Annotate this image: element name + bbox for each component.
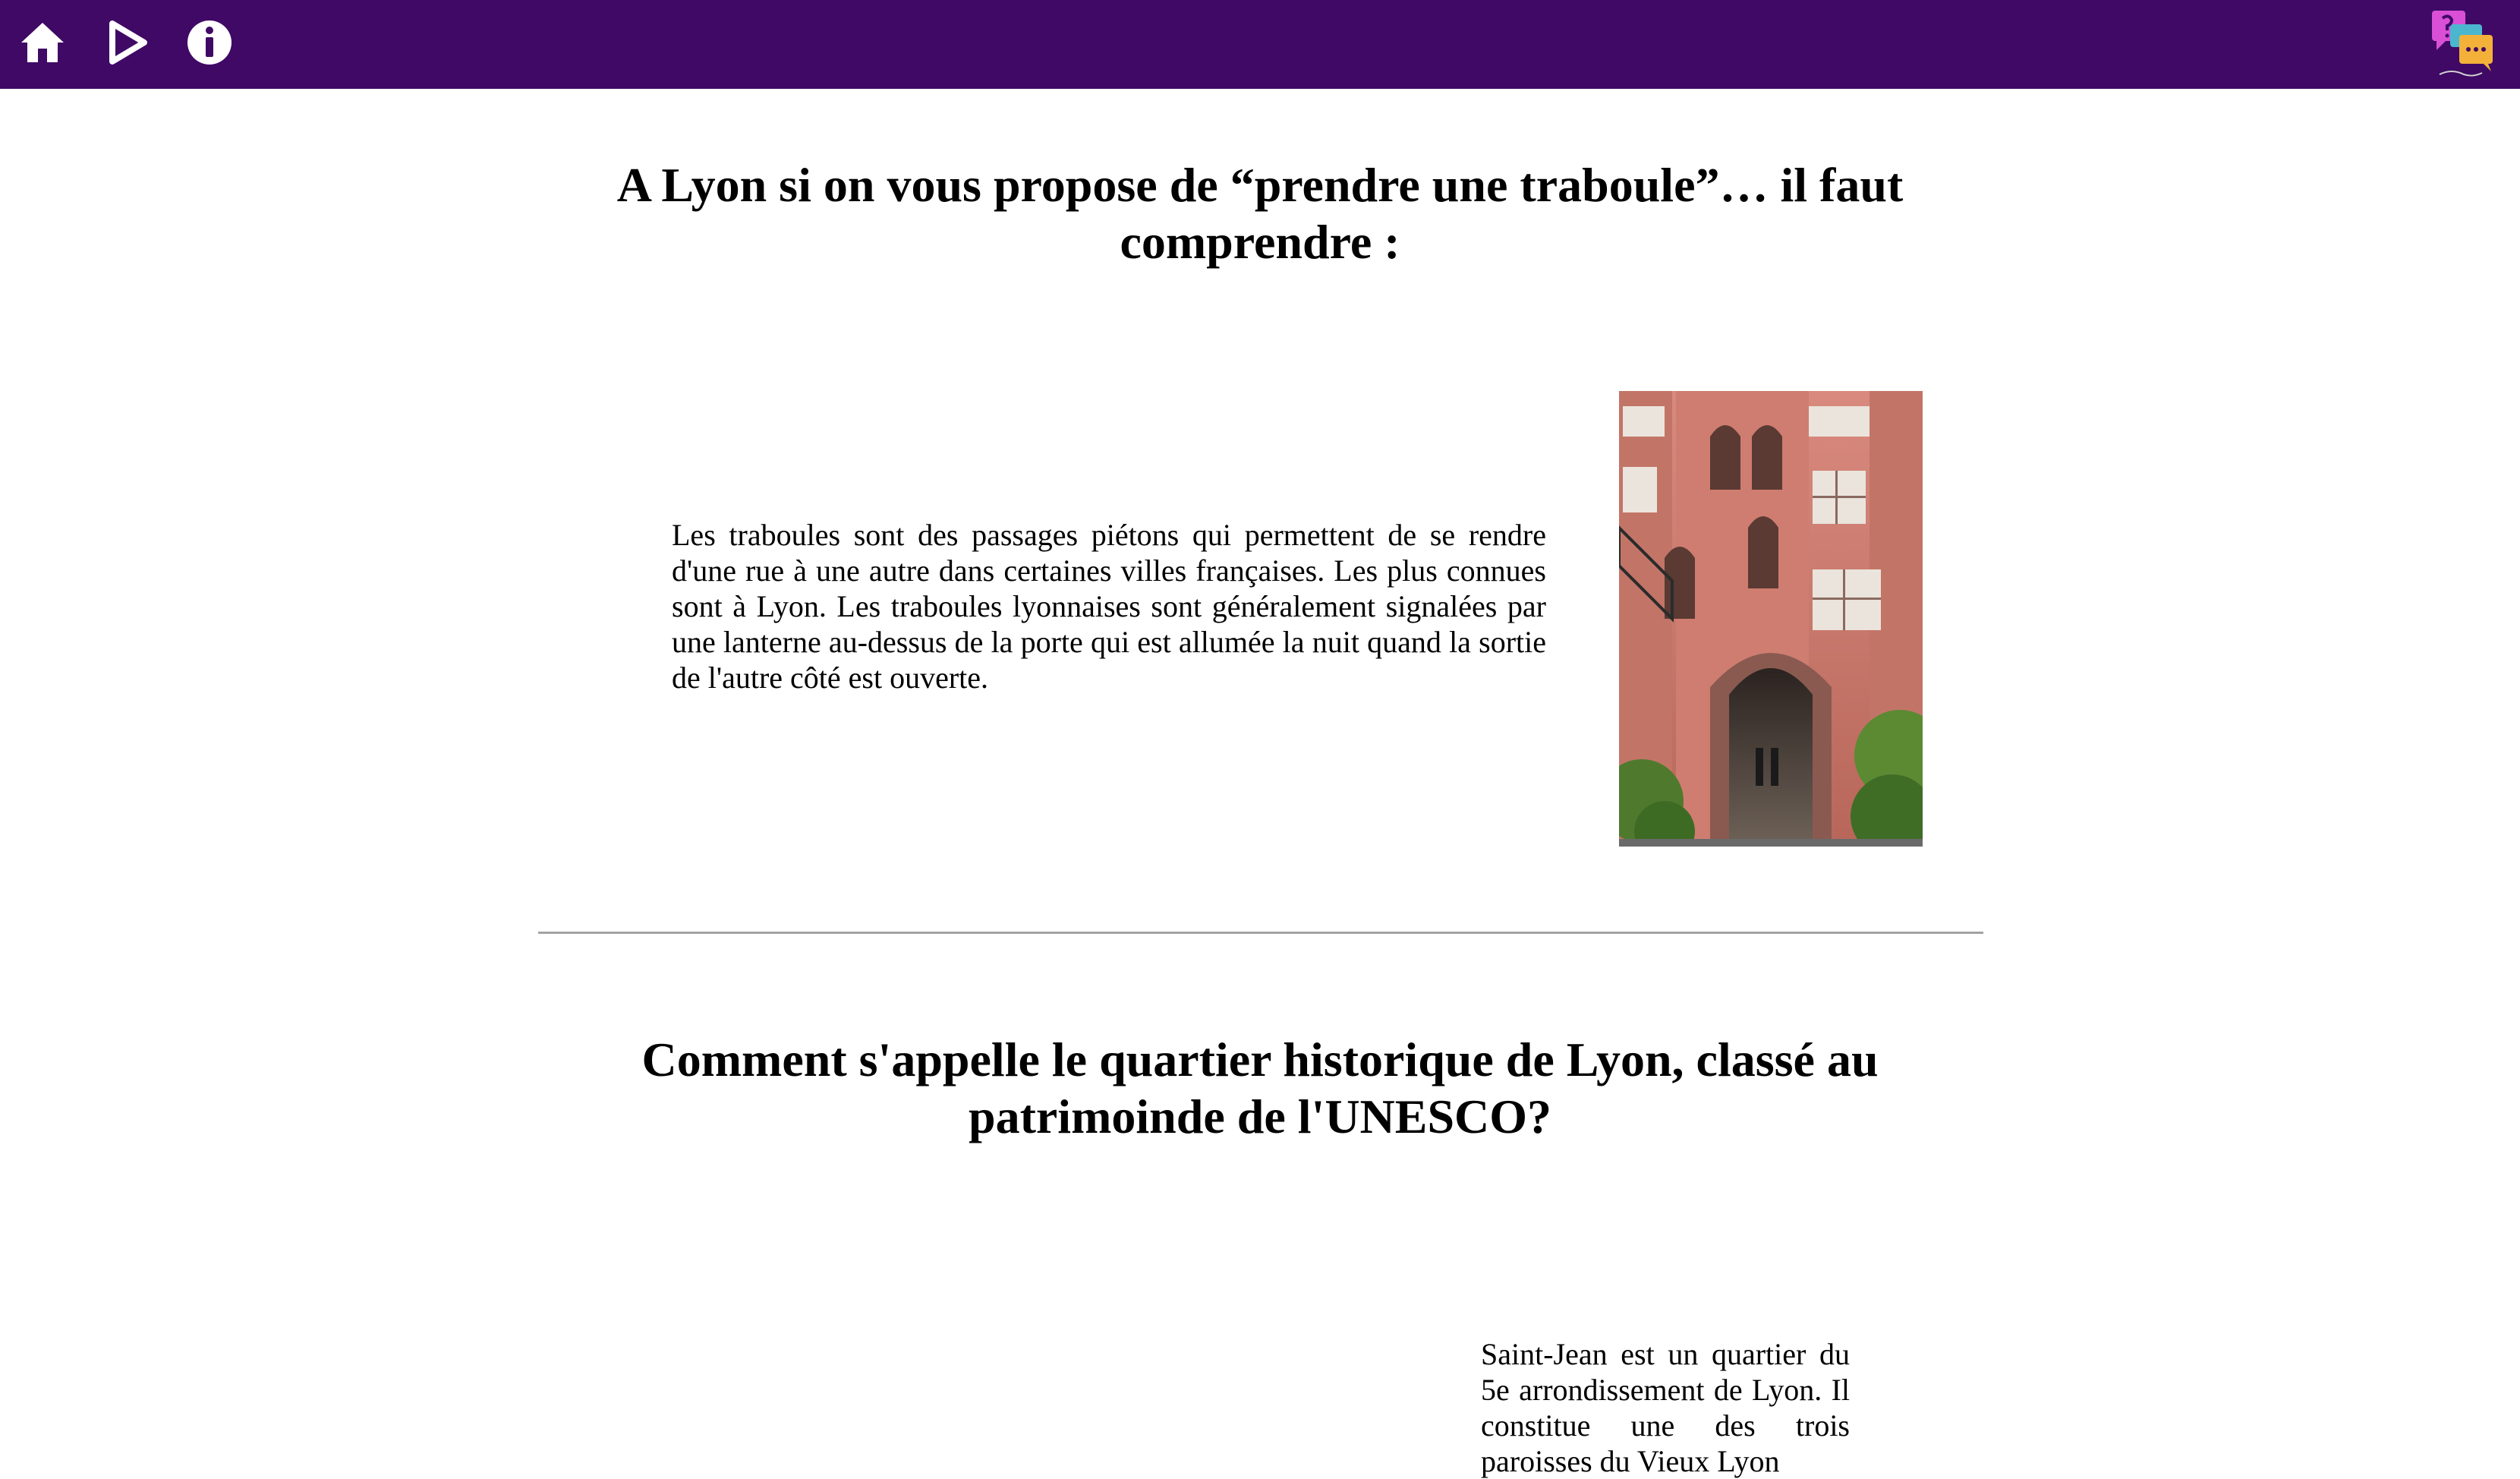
top-toolbar xyxy=(0,0,2520,89)
info-icon[interactable] xyxy=(185,18,234,67)
section-divider xyxy=(538,932,1983,934)
answer-explanation: Saint-Jean est un quartier du 5e arrondissement de Lyon. Il constitue une des trois paroisses du Vieux Lyon xyxy=(1481,1337,1850,1478)
answer-explanation: Les traboules sont des passages piétons qui permettent de se rendre d'une rue à une autre dans certaines villes françaises. Les plus connues sont à Lyon. Les traboules lyonnaises sont généralement signalées par une lanterne au-dessus de la porte qui est allumée la nuit quand la sortie de l'autre côté est ouverte. xyxy=(672,518,1546,695)
quiz-results-page xyxy=(0,89,2520,1478)
play-icon[interactable] xyxy=(102,18,150,67)
home-icon[interactable] xyxy=(18,18,67,67)
question-title: Comment s'appelle le quartier historique de Lyon, classé au patrimoinde de l'UNESCO? xyxy=(641,1033,1879,1143)
question-title: A Lyon si on vous propose de “prendre une traboule”… il faut comprendre : xyxy=(616,158,1904,269)
traboule-courtyard-photo xyxy=(1619,391,1923,847)
quiz-chat-logo[interactable] xyxy=(2429,8,2499,80)
